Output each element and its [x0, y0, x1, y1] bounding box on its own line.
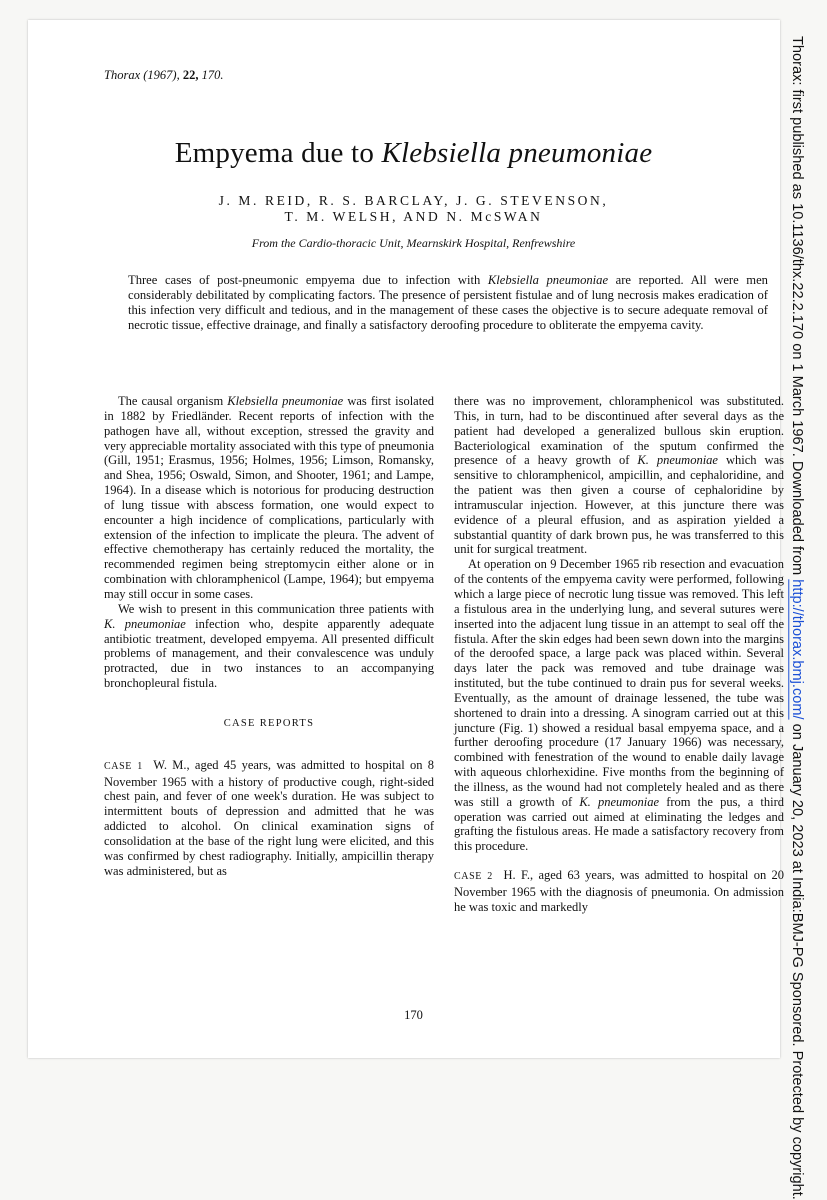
intro-p2-a: We wish to present in this communication three patients with	[118, 601, 434, 616]
case-1-cont-b: which was sensitive to chloramphenicol, ampicillin, and cephaloridine, and the patient was then given a course of cephaloridine by intramuscular injection. However, at this juncture there was evidence of a pleural effusion, and as aspiration yielded a substantial quantity of dark brown pus, he was transferred to this unit for surgical treatment.	[454, 453, 784, 557]
operation-paragraph	[454, 557, 784, 854]
right-column	[454, 394, 784, 915]
title-organism: Klebsiella pneumoniae	[381, 137, 653, 169]
section-heading-case-reports: CASE REPORTS	[223, 717, 315, 729]
journal-name: Thorax	[104, 68, 141, 82]
case-2-paragraph	[454, 868, 784, 915]
intro-p1-a: The causal organism	[118, 394, 228, 408]
intro-p2-organism: K. pneumoniae	[104, 616, 186, 631]
operation-text-a: At operation on 9 December 1965 rib resection and evacuation of the contents of the empyema cavity were performed, following which a large piece of necrotic lung tissue was removed. This left a fistulous area in the underlying lung, and several sutures were inserted into the adjacent lung tissue in an attempt to seal off the fistula. After the skin edges had been sewn down into the margins of the deroofed space, a large pack was placed within. Several days later the pack was removed and tube drainage was instituted, but the tube continued to drain pus for several weeks. Eventually, as the amount of drainage lessened, the tube was shortened to drain into a dressing. A sinogram carried out at this juncture (Fig. 1) showed a residual basal empyema space, and a further deroofing procedure (17 January 1966) was necessary, combined with fenestration of the wound to enable daily lavage with aqueous chlorhexidine. Five months from the beginning of the illness, as the wound had not completely healed and as there was still a growth of	[454, 557, 784, 809]
case-2-label: CASE 2	[454, 871, 493, 883]
journal-reference	[104, 68, 223, 83]
case-1-cont-a: there was no improvement, chloramphenicol was substituted. This, in turn, had to be discontinued after several days as the patient had developed a generalized bullous skin eruption. Bacteriological examination of the sputum confirmed the presence of a heavy growth of	[454, 394, 784, 468]
operation-organism: K. pneumoniae	[579, 794, 660, 809]
watermark-text	[789, 36, 805, 1200]
case-1-text: W. M., aged 45 years, was admitted to hospital on 8 November 1965 with a history of productive cough, right-sided chest pain, and fever of one week's duration. He was subject to intermittent bouts of depression and admitted that he was addicted to alcohol. On clinical examination signs of consolidation at the base of the right lung were elicited, and this was confirmed by chest radiography. Initially, ampicillin therapy was administered, but as	[104, 757, 435, 878]
article-title	[0, 137, 827, 170]
intro-p1-b: was first isolated in 1882 by Friedländer. Recent reports of infection with the pathogen have all, without exception, stressed the gravity and very appreciable mortality associated with this type of pneumonia (Gill, 1951; Erasmus, 1956; Holmes, 1956; Limson, Romansky, and Shea, 1956; Oswald, Simon, and Shooter, 1961; and Lampe, 1964). In a disease which is notorious for producing destruction of lung tissue with abscess formation, one would expect to encounter a high incidence of complications, particularly with extension of the infection to implicate the pleura. The advent of effective chemotherapy has certainly reduced the mortality, the recommended regimen being streptomycin either alone or in combination with chloramphenicol (Lampe, 1964); but empyema may still occur in some cases.	[104, 394, 434, 601]
author-list	[0, 193, 827, 225]
intro-p1-organism: Klebsiella pneumoniae	[227, 394, 344, 408]
watermark-prefix: Thorax: first published as 10.1136/thx.22.2.170 on 1 March 1967. Downloaded from	[789, 36, 805, 580]
intro-paragraph-2	[104, 602, 434, 691]
abstract-organism: Klebsiella pneumoniae	[487, 273, 609, 287]
authors-line-1: J. M. REID, R. S. BARCLAY, J. G. STEVENSON,	[218, 193, 609, 208]
abstract-text-a: Three cases of post-pneumonic empyema due to infection with	[128, 273, 488, 287]
case-2-text: H. F., aged 63 years, was admitted to hospital on 20 November 1965 with the diagnosis of pneumonia. On admission he was toxic and markedly	[454, 868, 785, 914]
left-column	[104, 394, 434, 878]
case-1-cont-organism: K. pneumoniae	[637, 453, 718, 468]
journal-year: (1967),	[143, 68, 180, 82]
title-plain: Empyema due to	[174, 137, 382, 169]
case-1-label: CASE 1	[104, 760, 143, 772]
intro-paragraph-1	[104, 394, 434, 602]
download-watermark	[789, 36, 815, 1200]
operation-text-b: from the pus, a third operation was carried out aimed at eliminating the ledges and grafting the fistulous areas. He made a satisfactory recovery from this procedure.	[454, 794, 785, 854]
journal-page: 170.	[201, 68, 224, 82]
case-1-paragraph	[104, 758, 434, 879]
case-1-continued-paragraph	[454, 394, 784, 557]
watermark-suffix: on January 20, 2023 at India:BMJ-PG Sponsored. Protected by copyright.	[789, 719, 805, 1200]
journal-link[interactable]: http://thorax.bmj.com/	[789, 579, 805, 720]
intro-p2-b: infection who, despite apparently adequate antibiotic treatment, developed empyema. All presented difficult problems of management, and their convalescence was unduly protracted, due in two instances to an accompanying bronchopleural fistula.	[104, 616, 434, 691]
authors-line-2: T. M. WELSH, AND N. McSWAN	[284, 209, 543, 224]
page-number: 170	[404, 1008, 423, 1022]
abstract	[128, 273, 768, 333]
affiliation: From the Cardio-thoracic Unit, Mearnskirk Hospital, Renfrewshire	[251, 236, 576, 250]
abstract-text-b: are reported. All were men considerably debilitated by complicating factors. The presence of persistent fistulae and of lung necrosis makes eradication of this infection very difficult and tedious, and in the management of these cases the objective is to secure adequate removal of necrotic tissue, effective drainage, and finally a satisfactory deroofing procedure to obliterate the empyema cavity.	[128, 273, 768, 332]
journal-volume: 22,	[182, 68, 199, 82]
